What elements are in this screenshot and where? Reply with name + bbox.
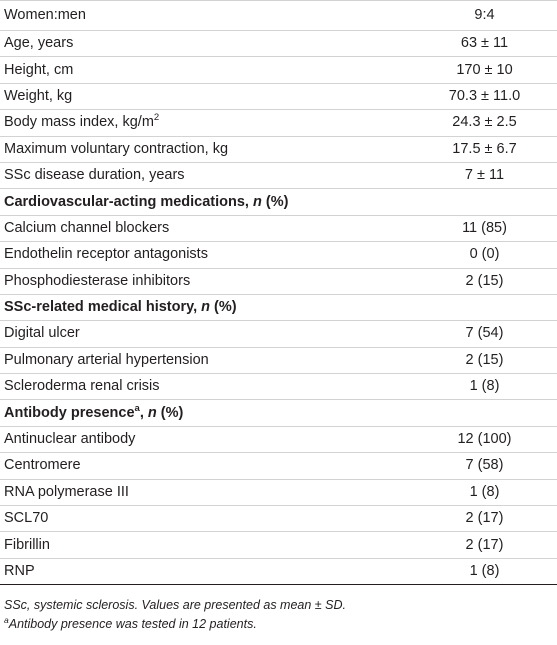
row-value: 70.3 ± 11.0 [448,87,521,104]
row-value [352,189,557,215]
section-header-row [0,400,557,426]
row-label [0,57,352,83]
label-italic: n [201,299,211,316]
label-text: Cardiovascular-acting medications, [4,193,253,210]
label-superscript: 2 [153,112,160,124]
row-label [0,215,352,241]
row-label [0,242,352,268]
row-value: 7 (54) [465,325,504,342]
table-row [0,426,557,452]
row-value: 9:4 [474,7,495,23]
table-row [0,558,557,584]
row-label [0,268,352,294]
row-value: 1 (8) [469,378,500,395]
row-label [0,558,352,584]
footnote-marker: a [4,614,9,625]
section-label [0,400,352,426]
table-row [0,136,557,162]
table-row [0,268,557,294]
label-text: SCL70 [4,510,49,527]
row-label [0,532,352,558]
table-row [0,31,557,57]
row-label [0,374,352,400]
row-label [0,321,352,347]
row-value: 11 (85) [462,219,507,236]
row-label [0,162,352,188]
table-row [0,162,557,188]
label-text: RNA polymerase III [4,483,129,500]
row-value: 2 (15) [465,351,504,368]
table-row [0,242,557,268]
section-label [0,189,352,215]
label-text: Maximum voluntary contraction, kg [4,140,229,157]
row-value: 0 (0) [469,246,500,263]
row-label [0,83,352,109]
table-row [0,215,557,241]
label-text: Antinuclear antibody [4,431,136,448]
table-row [0,453,557,479]
footnote-abbreviations: SSc, systemic sclerosis. Values are presented as mean ± SD. [4,598,346,612]
table-row [0,83,557,109]
label-suffix: (%) [261,193,289,210]
row-value: 2 (17) [465,536,504,553]
row-label [0,136,352,162]
table-row [0,506,557,532]
row-label [0,506,352,532]
label-text: Endothelin receptor antagonists [4,246,208,263]
label-italic: n [253,193,262,210]
table-row [0,347,557,373]
label-text: Pulmonary arterial hypertension [4,351,209,368]
row-value [352,400,557,426]
label-text: Weight, kg [4,87,73,104]
row-value: 7 (58) [465,457,504,474]
label-italic: n [147,404,157,421]
footnote-antibody-text: Antibody presence was tested in 12 patients. [8,617,257,631]
label-text: Antibody presence [4,404,135,421]
row-value: 2 (15) [465,272,504,289]
label-text: Fibrillin [4,536,50,553]
row-value: 63 ± 11 [460,35,509,52]
row-value: 12 (100) [457,431,512,448]
label-text: Scleroderma renal crisis [4,378,160,395]
table-row [0,374,557,400]
table-row [0,1,557,31]
table-body [0,1,557,585]
row-value: 1 (8) [469,563,500,579]
label-suffix: (%) [210,299,237,316]
label-suffix: (%) [156,404,184,421]
footnote-antibody [4,615,346,634]
table-row [0,479,557,505]
row-value: 1 (8) [469,483,500,500]
row-label [0,31,352,57]
label-text: Body mass index, kg/m [4,114,154,131]
row-label [0,347,352,373]
row-label [0,453,352,479]
row-label [0,110,352,136]
label-text: Phosphodiesterase inhibitors [4,272,191,289]
label-text: SSc disease duration, years [4,167,185,184]
label-text: Digital ulcer [4,325,80,342]
table-row [0,110,557,136]
row-value: 17.5 ± 6.7 [452,140,517,157]
label-text: Height, cm [4,61,74,78]
label-text: RNP [4,563,35,579]
label-superscript: a [134,402,140,414]
label-text: Centromere [4,457,81,474]
table-row [0,57,557,83]
label-text: Women:men [4,7,86,23]
label-separator: , [139,404,148,421]
row-label [0,426,352,452]
label-text: Calcium channel blockers [4,219,170,236]
label-text: SSc-related medical history, [4,299,202,316]
row-value: 2 (17) [465,510,504,527]
row-label [0,1,352,31]
row-value: 24.3 ± 2.5 [452,114,517,131]
row-label [0,479,352,505]
table-footnotes [4,596,346,634]
table-row [0,321,557,347]
section-header-row [0,189,557,215]
row-value: 170 ± 10 [456,61,513,78]
row-value [352,294,557,320]
row-value: 7 ± 11 [464,167,505,184]
table-row [0,532,557,558]
section-label [0,294,352,320]
label-text: Age, years [4,35,74,52]
section-header-row [0,294,557,320]
